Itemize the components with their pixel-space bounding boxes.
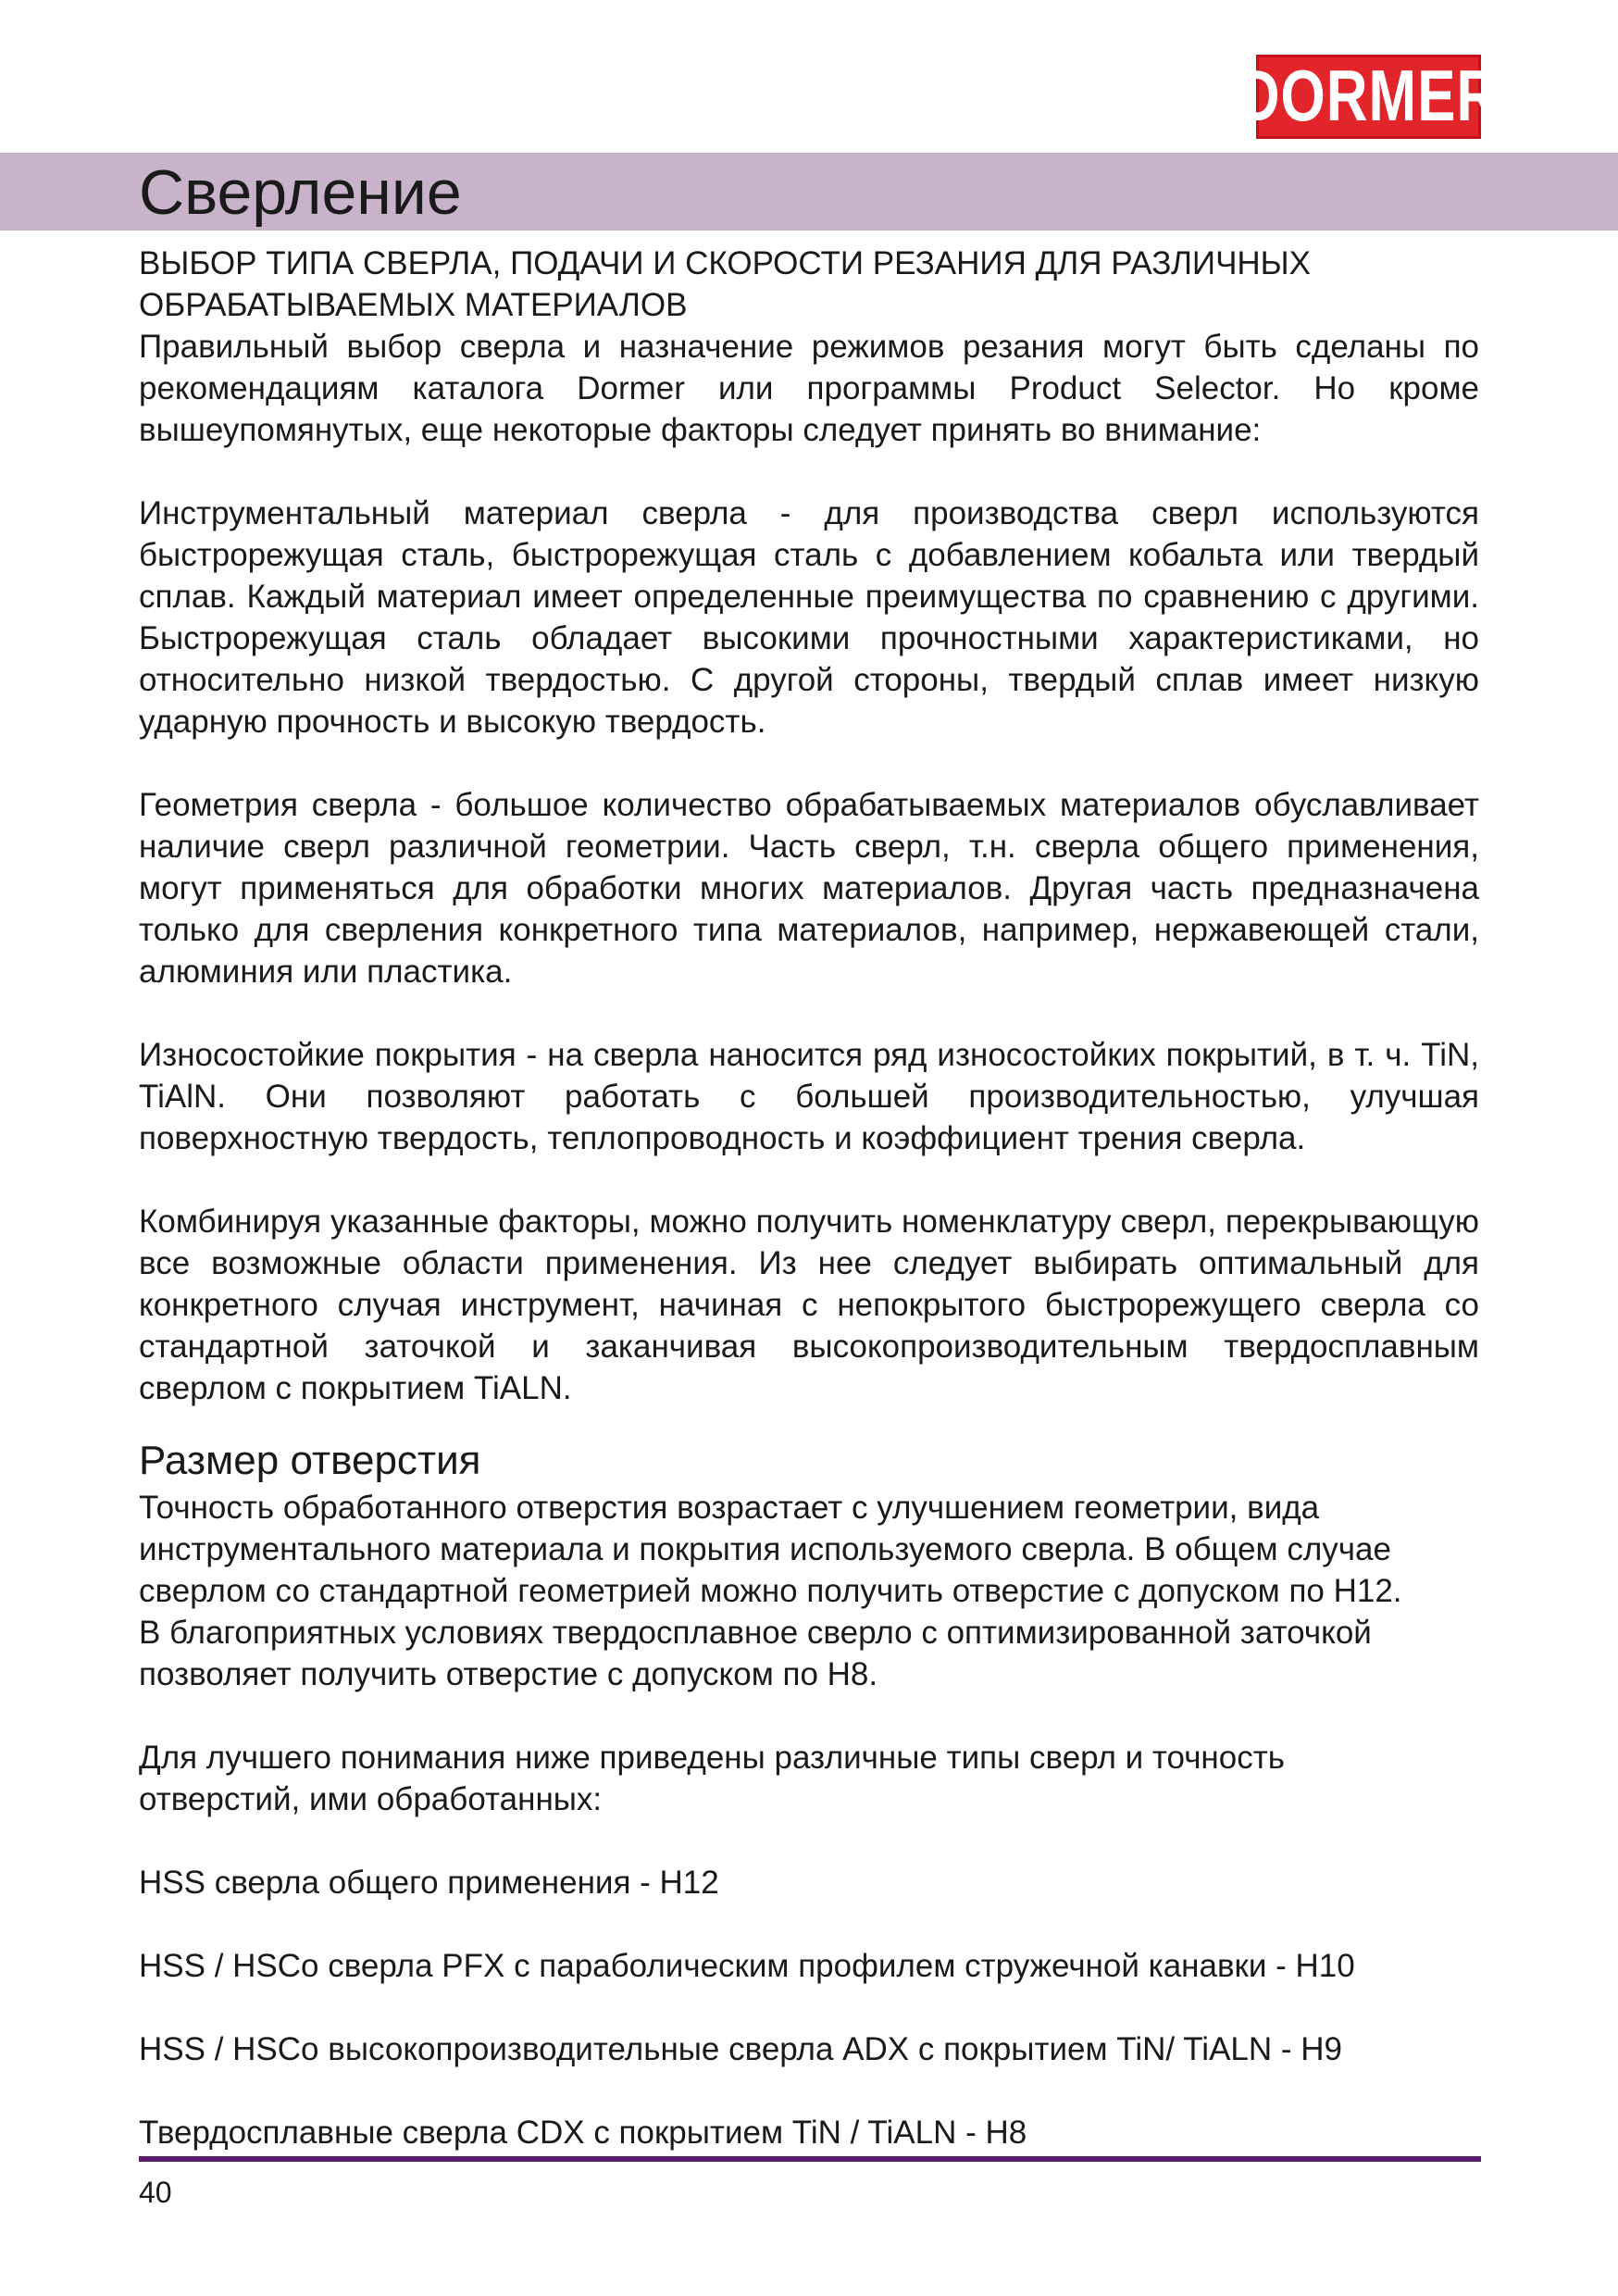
accuracy-paragraph: Точность обработанного отверстия возрастает с улучшением геометрии, вида инструментального материала и покрытия используемого сверла. В общем случае сверлом со стандартной геометрией можно получить отверстие с допуском по H12. В благоприятных условиях твердосплавное сверло с оптимизированной заточкой позволяет получить отверстие с допуском по H8. [139,1490,1402,1692]
main-content [139,243,1479,2153]
list-intro-paragraph: Для лучшего понимания ниже приведены различные типы сверл и точность отверстий, ими обработанных: [139,1740,1285,1817]
list-item: Твердосплавные сверла CDX с покрытием TiN / TiALN - H8 [139,2115,1027,2151]
footer-rule [139,2156,1481,2162]
combine-paragraph: Комбинируя указанные факторы, можно получить номенклатуру сверл, перекрывающую все возможные области применения. Из нее следует выбирать оптимальный для конкретного случая инструмент, начиная с непокрытого быстрорежущего сверла со стандартной заточкой и заканчивая высокопроизводительным твердосплавным сверлом с покрытием TiALN. [139,1204,1479,1406]
hole-size-heading: Размер отверстия [139,1438,481,1483]
list-item: HSS / HSCo высокопроизводительные сверла ADX с покрытием TiN/ TiALN - H9 [139,2031,1343,2067]
page-number: 40 [139,2176,172,2209]
list-item: HSS / HSCo сверла PFX с параболическим профилем стружечной канавки - H10 [139,1948,1355,1984]
geometry-paragraph: Геометрия сверла - большое количество обрабатываемых материалов обуславливает наличие сверл различной геометрии. Часть сверл, т.н. сверла общего применения, могут применяться для обработки многих материалов. Другая часть предназначена только для сверления конкретного типа материалов, например, нержавеющей стали, алюминия или пластика. [139,787,1479,990]
intro-paragraph: Правильный выбор сверла и назначение режимов резания могут быть сделаны по рекомендациям каталога Dormer или программы Product Selector. Но кроме вышеупомянутых, еще некоторые факторы следует принять во внимание: [139,329,1479,448]
coating-paragraph: Износостойкие покрытия - на сверла наносится ряд износостойких покрытий, в т. ч. TiN, TiAlN. Они позволяют работать с большей производительностью, улучшая поверхностную твердость, теплопроводность и коэффициент трения сверла. [139,1037,1479,1156]
dormer-logo [1238,55,1500,139]
page-title: Сверление [139,157,462,228]
list-item: HSS сверла общего применения - H12 [139,1865,719,1901]
section-subtitle: ВЫБОР ТИПА СВЕРЛА, ПОДАЧИ И СКОРОСТИ РЕЗАНИЯ ДЛЯ РАЗЛИЧНЫХ ОБРАБАТЫВАЕМЫХ МАТЕРИАЛОВ [139,245,1312,323]
material-paragraph: Инструментальный материал сверла - для производства сверл используются быстрорежущая сталь, быстрорежущая сталь с добавлением кобальта или твердый сплав. Каждый материал имеет определенные преимущества по сравнению с другими. Быстрорежущая сталь обладает высокими прочностными характеристиками, но относительно низкой твердостью. С другой стороны, твердый сплав имеет низкую ударную прочность и высокую твердость. [139,495,1479,740]
logo-text: DORMER [1238,56,1500,136]
